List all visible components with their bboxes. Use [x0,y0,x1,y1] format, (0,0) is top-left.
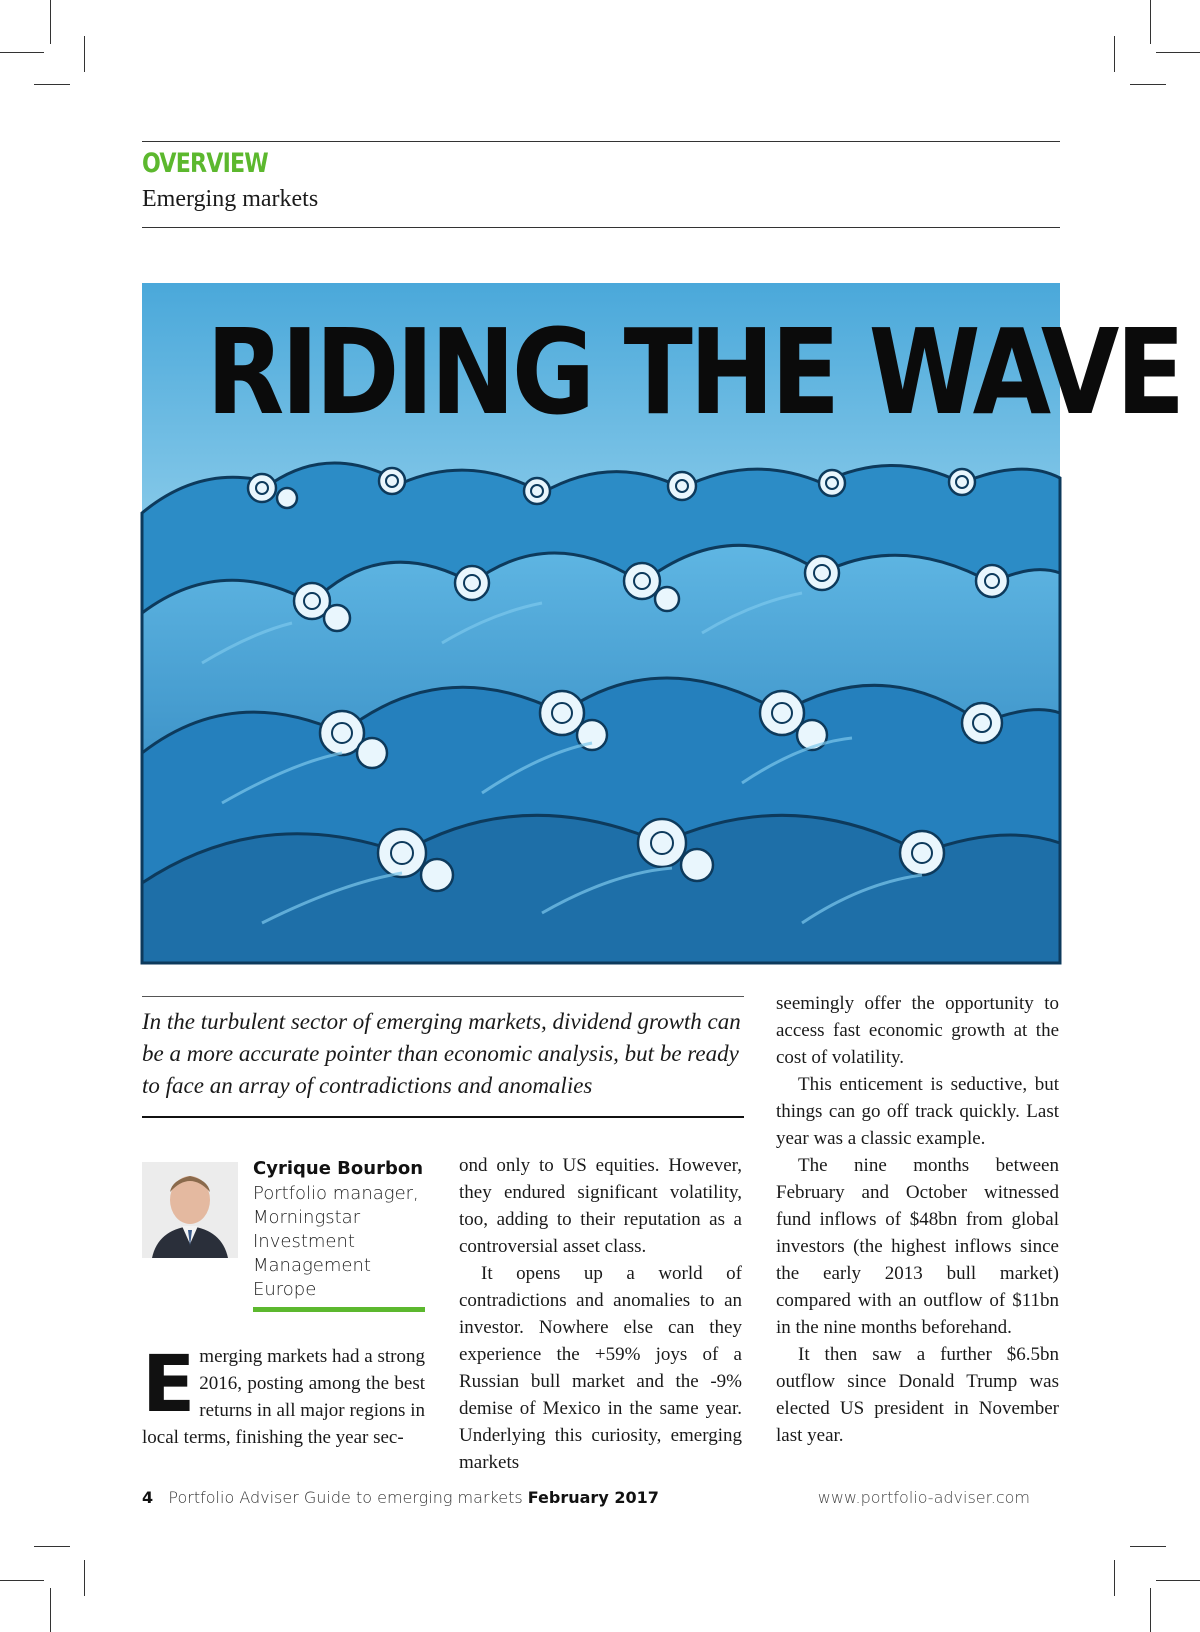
body-paragraph: It opens up a world of contradictions and anomalies to an investor. Nowhere else can they experience the +59% joys of a Russian bull market and the -9% demise of Mexico in the same year. Underlying this curiosity, emerging markets [459,1263,742,1473]
crop-mark [1114,36,1115,72]
crop-mark [84,36,85,72]
website-url[interactable]: www.portfolio-adviser.com [817,1488,1030,1507]
crop-mark [0,52,44,53]
crop-mark [1156,1580,1200,1581]
hero-headline: RIDING THE WAVE [206,303,1182,441]
crop-mark [1130,84,1166,85]
page-footer [142,1488,659,1507]
page-number: 4 [142,1488,154,1507]
body-paragraph: This enticement is seductive, but things can go off track quickly. Last year was a classic example. [776,1074,1059,1149]
standfirst-bottom-rule [142,1116,744,1118]
drop-cap: E [142,1340,196,1430]
header-top-rule [142,141,1060,142]
body-paragraph: The nine months between February and October witnessed fund inflows of $48bn from global investors (the highest inflows since the early 2013 bull market) compared with an outflow of $11bn in the nine months beforehand. [776,1155,1059,1338]
publication-name: Portfolio Adviser Guide to emerging markets [168,1488,523,1507]
crop-mark [1156,52,1200,53]
subsection-label: Emerging markets [142,186,319,212]
crop-mark [50,1588,51,1632]
body-paragraph: It then saw a further $6.5bn outflow since Donald Trump was elected US president in November last year. [776,1344,1059,1446]
author-avatar [142,1162,238,1258]
body-paragraph: seemingly offer the opportunity to access fast economic growth at the cost of volatility. [776,993,1059,1068]
body-column-3 [776,990,1059,1449]
section-label: OVERVIEW [142,148,268,179]
body-paragraph: merging markets had a strong 2016, posting among the best returns in all major regions in local terms, finishing the year sec- [142,1346,425,1448]
body-paragraph: ond only to US equities. However, they endured significant volatility, too, adding to their reputation as a controversial asset class. [459,1155,742,1257]
issue-date: February 2017 [527,1488,659,1507]
body-column-2 [459,1152,742,1476]
crop-mark [1130,1546,1166,1547]
crop-mark [1150,1588,1151,1632]
standfirst: In the turbulent sector of emerging markets, dividend growth can be a more accurate pointer than economic analysis, but be ready to face an array of contradictions and anomalies [142,1009,741,1098]
crop-mark [34,1546,70,1547]
crop-mark [34,84,70,85]
crop-mark [0,1580,44,1581]
author-portrait [142,1162,238,1258]
author-role: Portfolio manager, Morningstar Investment Management Europe [253,1183,419,1300]
crop-mark [84,1560,85,1596]
author-accent-bar [253,1307,425,1312]
standfirst-top-rule [142,996,744,997]
hero-illustration [142,283,1182,963]
crop-mark [1150,0,1151,44]
crop-mark [50,0,51,44]
crop-mark [1114,1560,1115,1596]
body-column-1 [142,1340,425,1451]
header-bottom-rule [142,227,1060,228]
author-name: Cyrique Bourbon [253,1158,424,1179]
